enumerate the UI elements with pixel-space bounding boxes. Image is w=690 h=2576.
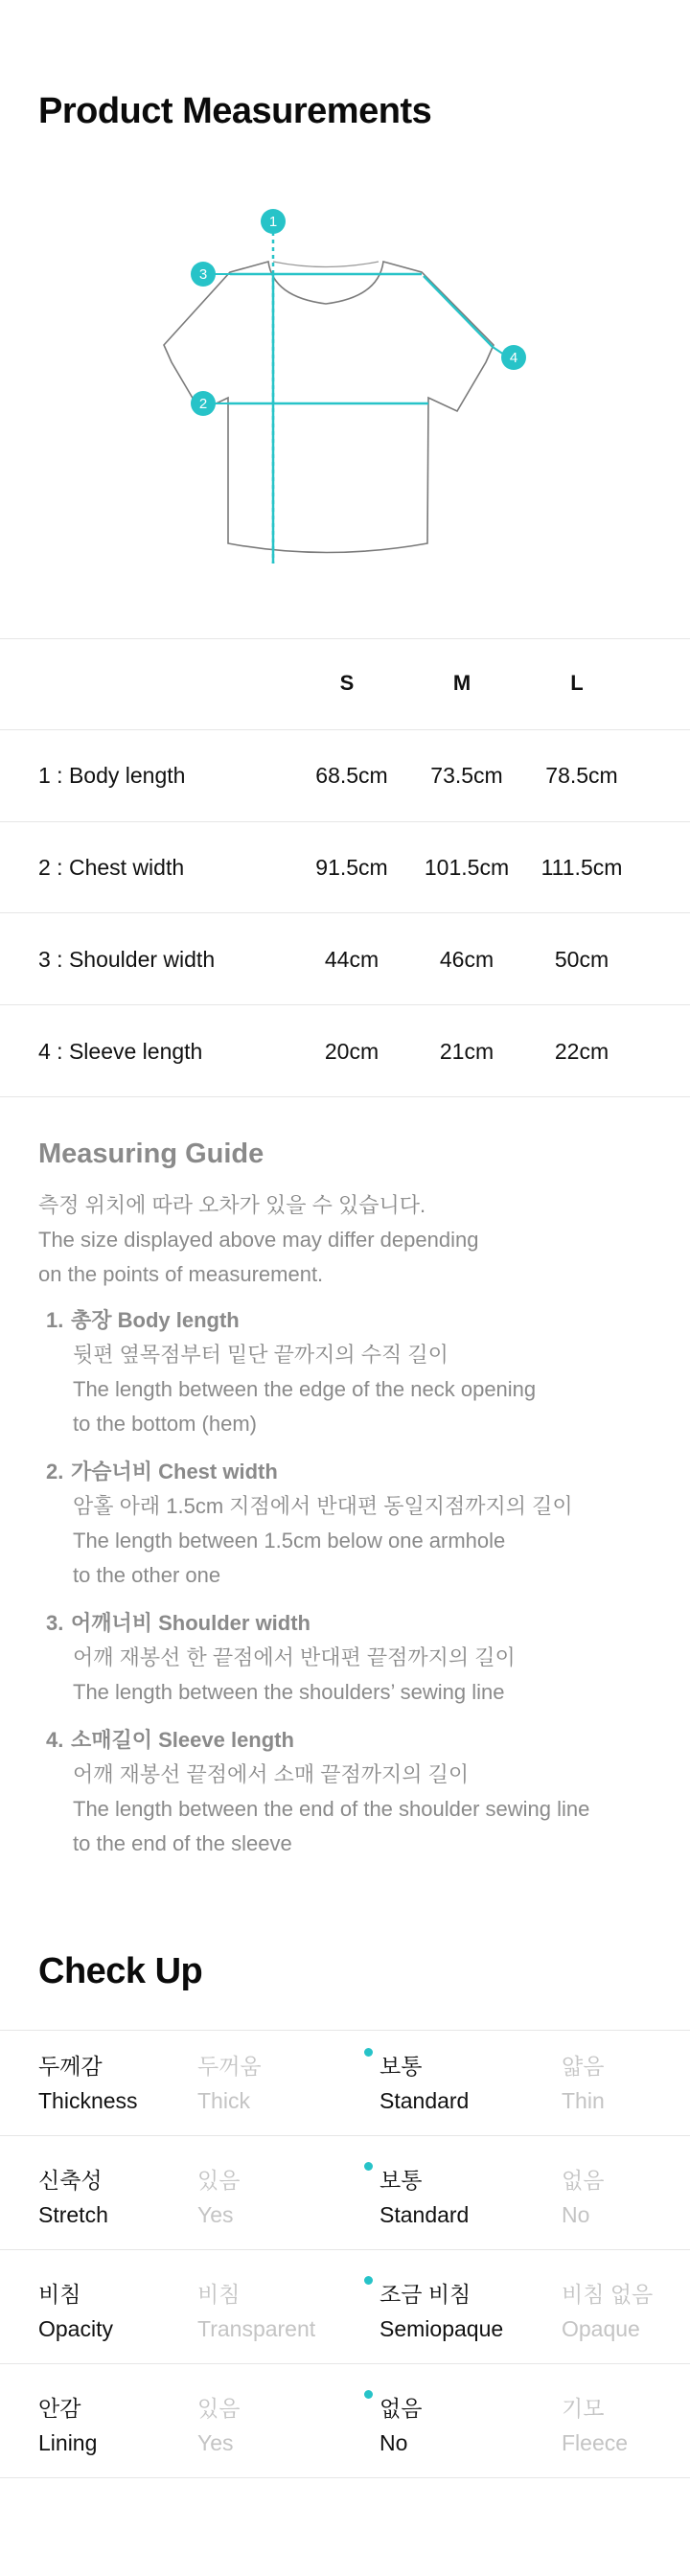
guide-item-title: 총장 Body length [71,1308,240,1332]
table-cell: 22cm [554,1039,610,1064]
option-ko: 조금 비침 [380,2282,472,2307]
table-cell: 68.5cm [315,763,388,788]
option-ko: 기모 [562,2396,605,2421]
option-ko: 없음 [562,2168,605,2193]
option-en: Thin [562,2088,605,2113]
size-header-s: S [339,671,355,695]
guide-item-title: 소매길이 Sleeve length [71,1728,294,1752]
selected-dot-icon [364,2276,373,2285]
checkup-option [197,2163,240,2232]
guide-intro-line: 측정 위치에 따라 오차가 있을 수 있습니다. [38,1193,426,1217]
table-cell: 44cm [324,947,380,972]
guide-item-title: 어깨너비 Shoulder width [71,1611,310,1635]
checkup-option [562,2277,653,2346]
guide-line: to the bottom (hem) [73,1412,257,1436]
table-cell: 50cm [554,947,610,972]
svg-text:3: 3 [198,266,208,283]
option-en: Semiopaque [380,2316,504,2341]
guide-intro [38,1188,613,1292]
checkup-label-opacity [38,2277,113,2346]
checkup-divider [0,2249,690,2250]
measurements-title: Product Measurements [38,91,432,131]
table-divider [0,1004,690,1005]
guide-item-description [73,1641,667,1710]
selected-dot-icon [364,2048,373,2057]
table-cell: 111.5cm [540,855,623,880]
guide-line: 뒷편 옆목점부터 밑단 끝까지의 수직 길이 [73,1343,448,1367]
option-ko: 보통 [380,2168,423,2193]
guide-item-number: 3. [46,1611,64,1635]
option-en: No [380,2430,408,2455]
guide-line: to the other one [73,1563,221,1587]
table-cell: 101.5cm [424,855,510,880]
option-ko: 있음 [197,2168,241,2193]
svg-text:2: 2 [198,396,208,412]
checkup-label-en: Lining [38,2430,98,2455]
marker-4 [501,345,526,370]
table-cell: 20cm [324,1039,380,1064]
row-label-body-length: 1 : Body length [38,763,186,788]
checkup-option [197,2049,262,2118]
checkup-divider [0,2477,690,2478]
row-label-chest-width: 2 : Chest width [38,855,185,880]
marker-1 [261,209,286,234]
checkup-option [197,2277,315,2346]
guide-item-description [73,1758,667,1861]
sleeve-length-line [424,276,493,347]
option-en: Yes [197,2202,234,2227]
guide-line: The length between the end of the shoulder sewing line [73,1797,590,1821]
size-header-l: L [570,671,584,695]
option-ko: 비침 없음 [562,2282,654,2307]
checkup-divider [0,2135,690,2136]
checkup-label-en: Opacity [38,2316,113,2341]
guide-intro-line: on the points of measurement. [38,1262,324,1286]
svg-text:4: 4 [509,350,518,366]
guide-line: 어깨 재봉선 끝점에서 소매 끝점까지의 길이 [73,1762,470,1786]
checkup-label-ko: 안감 [38,2396,81,2421]
size-header-m: M [452,671,472,695]
option-ko: 비침 [197,2282,241,2307]
checkup-label-stretch [38,2163,108,2232]
checkup-option-selected [380,2049,469,2118]
option-en: No [562,2202,590,2227]
table-divider [0,821,690,822]
option-ko: 있음 [197,2396,241,2421]
guide-item-description [73,1489,667,1593]
checkup-label-lining [38,2391,97,2460]
row-label-shoulder-width: 3 : Shoulder width [38,947,216,972]
checkup-label-en: Thickness [38,2088,138,2113]
checkup-label-ko: 신축성 [38,2168,103,2193]
table-cell: 78.5cm [545,763,618,788]
marker-2 [191,391,216,416]
guide-item-title: 가슴너비 Chest width [71,1460,278,1484]
table-divider [0,638,690,639]
checkup-option [562,2049,605,2118]
table-divider [0,912,690,913]
guide-title: Measuring Guide [38,1138,264,1169]
table-cell: 21cm [439,1039,494,1064]
table-divider [0,729,690,730]
table-cell: 46cm [439,947,494,972]
option-en: Standard [380,2088,470,2113]
guide-line: to the end of the sleeve [73,1831,292,1855]
checkup-option [562,2163,604,2232]
checkup-divider [0,2363,690,2364]
guide-line: 암홀 아래 1.5cm 지점에서 반대편 동일지점까지의 길이 [73,1494,573,1518]
selected-dot-icon [364,2162,373,2171]
guide-intro-line: The size displayed above may differ depending [38,1228,479,1252]
table-cell: 73.5cm [430,763,503,788]
option-ko: 보통 [380,2054,423,2079]
option-en: Fleece [562,2430,629,2455]
checkup-label-ko: 비침 [38,2282,81,2307]
table-divider [0,1096,690,1097]
guide-line: The length between the shoulders’ sewing line [73,1680,505,1704]
option-ko: 얇음 [562,2054,605,2079]
checkup-label-en: Stretch [38,2202,108,2227]
guide-item-number: 2. [46,1460,64,1484]
checkup-option-selected [380,2391,422,2460]
option-en: Standard [380,2202,470,2227]
guide-item-description [73,1338,667,1441]
selected-dot-icon [364,2390,373,2399]
guide-item-number: 4. [46,1728,64,1752]
checkup-divider [0,2030,690,2031]
option-en: Transparent [197,2316,316,2341]
marker-3 [191,262,216,287]
option-ko: 없음 [380,2396,423,2421]
checkup-option-selected [380,2163,469,2232]
option-en: Yes [197,2430,234,2455]
option-en: Thick [197,2088,250,2113]
svg-text:1: 1 [268,214,278,230]
guide-line: 어깨 재봉선 한 끝점에서 반대편 끝점까지의 길이 [73,1645,516,1669]
table-cell: 91.5cm [315,855,388,880]
row-label-sleeve-length: 4 : Sleeve length [38,1039,203,1064]
guide-item-number: 1. [46,1308,64,1332]
option-ko: 두꺼움 [197,2054,262,2079]
guide-line: The length between the edge of the neck opening [73,1377,537,1401]
guide-line: The length between 1.5cm below one armhole [73,1529,506,1552]
tshirt-diagram [144,192,546,585]
option-en: Opaque [562,2316,640,2341]
checkup-option-selected [380,2277,503,2346]
checkup-title: Check Up [38,1951,203,1991]
checkup-label-ko: 두께감 [38,2054,103,2079]
checkup-option [197,2391,240,2460]
checkup-option [562,2391,628,2460]
checkup-label-thickness [38,2049,138,2118]
